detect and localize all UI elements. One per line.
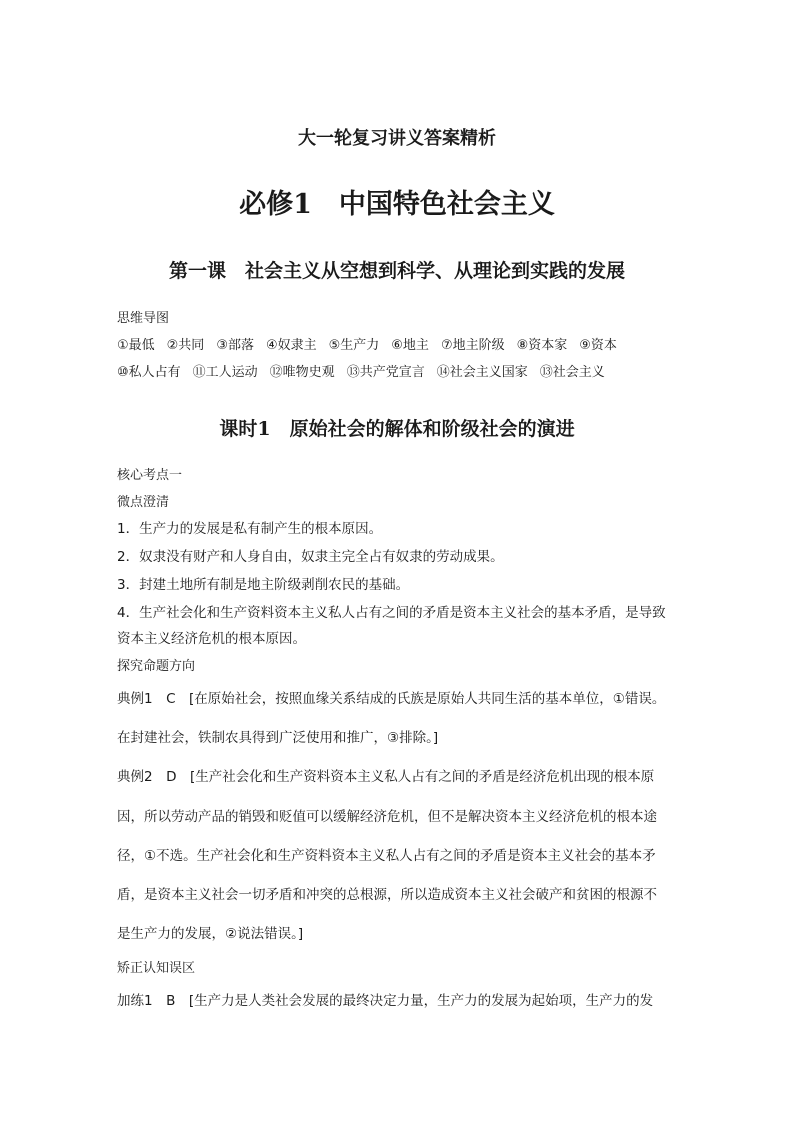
- point-2: 2．奴隶没有财产和人身自由，奴隶主完全占有奴隶的劳动成果。: [117, 549, 504, 565]
- list-item: ⑦地主阶级: [440, 338, 505, 353]
- example-1-line-1: 典例1 C [在原始社会，按照血缘关系结成的氏族是原始人共同生活的基本单位，①错误。: [117, 691, 666, 707]
- list-item: ④奴隶主: [265, 338, 317, 353]
- list-item: ⑨资本: [579, 338, 617, 353]
- list-item: ⑫唯物史观: [269, 365, 335, 380]
- example-2-line-5: 是生产力的发展，②说法错误。]: [117, 926, 304, 942]
- list-item: ⑭社会主义国家: [436, 365, 528, 380]
- list-item: ③部落: [216, 338, 254, 353]
- list-item: ②共同: [166, 338, 205, 353]
- list-item: ⑬共产党宣言: [346, 365, 425, 380]
- period-title: 课时1 原始社会的解体和阶级社会的演进: [219, 418, 575, 440]
- list-item: ⑬社会主义: [539, 365, 605, 380]
- list-item: ⑧资本家: [516, 338, 568, 353]
- list-item: ⑥地主: [391, 338, 429, 353]
- list-item: ①最低: [117, 338, 155, 353]
- point-4-cont: 资本主义经济危机的根本原因。: [117, 631, 306, 647]
- mind-map-label: 思维导图: [117, 311, 170, 326]
- example-1-line-2: 在封建社会，铁制农具得到广泛使用和推广，③排除。]: [117, 730, 439, 746]
- section-core-label: 核心考点一: [117, 468, 183, 483]
- list-item: ⑤生产力: [328, 338, 380, 353]
- example-2-line-4: 盾，是资本主义社会一切矛盾和冲突的总根源，所以造成资本主义社会破产和贫困的根源不: [117, 887, 657, 903]
- mind-map-row-2: [117, 364, 617, 382]
- section-correct-label: 矫正认知误区: [117, 961, 196, 976]
- example-2-line-2: 因，所以劳动产品的销毁和贬值可以缓解经济危机，但不是解决资本主义经济危机的根本途: [117, 809, 657, 825]
- example-2-line-3: 径，①不选。生产社会化和生产资料资本主义私人占有之间的矛盾是资本主义社会的基本矛: [117, 848, 656, 864]
- example-2-line-1: 典例2 D [生产社会化和生产资料资本主义私人占有之间的矛盾是经济危机出现的根本原: [117, 769, 655, 785]
- list-item: ⑩私人占有: [117, 365, 181, 380]
- section-micro-label: 微点澄清: [117, 495, 170, 510]
- point-3: 3．封建土地所有制是地主阶级剥削农民的基础。: [117, 577, 410, 593]
- list-item: ⑪工人运动: [192, 365, 258, 380]
- mind-map-row-1: [117, 337, 629, 355]
- point-4: 4．生产社会化和生产资料资本主义私人占有之间的矛盾是资本主义社会的基本矛盾，是导致: [117, 605, 666, 621]
- practice-1-line-1: 加练1 B [生产力是人类社会发展的最终决定力量，生产力的发展为起始项，生产力的发: [117, 993, 654, 1009]
- section-explore-label: 探究命题方向: [117, 659, 196, 674]
- doc-title: 大一轮复习讲义答案精析: [298, 128, 496, 149]
- lesson-title: 第一课 社会主义从空想到科学、从理论到实践的发展: [168, 260, 625, 282]
- point-1: 1．生产力的发展是私有制产生的根本原因。: [117, 521, 383, 537]
- module-title: 必修1 中国特色社会主义: [239, 189, 555, 220]
